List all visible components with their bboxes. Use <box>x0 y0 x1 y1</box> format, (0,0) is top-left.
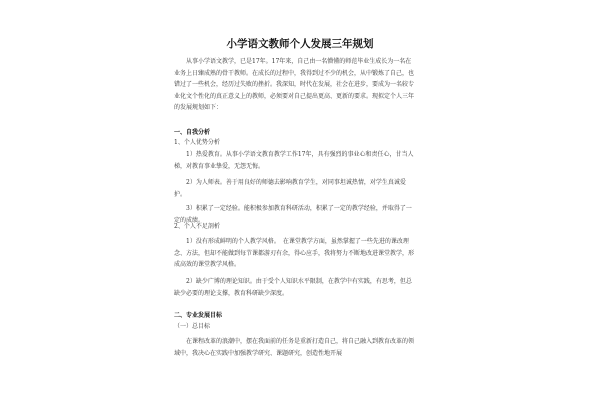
document-title: 小学语文教师个人发展三年规划 <box>226 38 374 50</box>
paragraph: 1）没有形成鲜明的个人教学风格。 在课堂教学方面，虽然掌握了一些先进的课改理念、方法，但却不能做到每节课都游刃有余，得心应手，我将努力不断地改进课堂教学，形成高效的课堂教学风格。 <box>174 238 415 268</box>
intro-paragraph: 从事小学语文教学，已是17年。17年来，自己由一名懵懂的师范毕业生成长为一名在业务上日臻成熟的骨干教师。在成长的过程中，我得到过不少的机会，从中锻炼了自己，也错过了一些机会，经历过失败的挫折。我深知，时代在发展，社会在进步，要成为一名较专业化文个性化的真正意义上的教师，必须要对自己提出更高、更新的要求。现拟定个人三年的发展规划如下： <box>174 58 415 111</box>
paragraph: 3）积累了一定经验。能积极参加教育科研活动，积累了一定的教学经验，并取得了一定的成绩。 <box>174 205 412 224</box>
paragraph: 2）缺少广博的理论知识。由于受个人知识水平限制，在教学中有实践，有思考，但总缺少必要的理论支撑，教育科研缺少深度。 <box>174 278 412 297</box>
subsection-heading: （一）总目标 <box>174 323 211 330</box>
paragraph: 2）为人师表。善于用良好的师德去影响教育学生，对同事坦诚热情，对学生真诚爱护。 <box>174 179 406 198</box>
section-2-heading: 二、专业发展目标 <box>174 312 223 319</box>
subsection-heading: 1、个人优势分析 <box>174 139 220 146</box>
paragraph: 1）热爱教育。从事小学语文教育教学工作17年，具有强烈的事业心和责任心，甘当人梯，对教育事业挚爱，无怨无悔。 <box>174 151 414 170</box>
section-1-heading: 一、自我分析 <box>174 129 211 136</box>
paragraph: 在课程改革的浪潮中，摆在我面前的任务是重新打造自己，将自己融入到教育改革的领域中，我决心在实践中加强教学研究、课题研究，创造性地开展 <box>174 338 415 357</box>
subsection-heading: 2、个人不足剖析 <box>174 223 220 230</box>
